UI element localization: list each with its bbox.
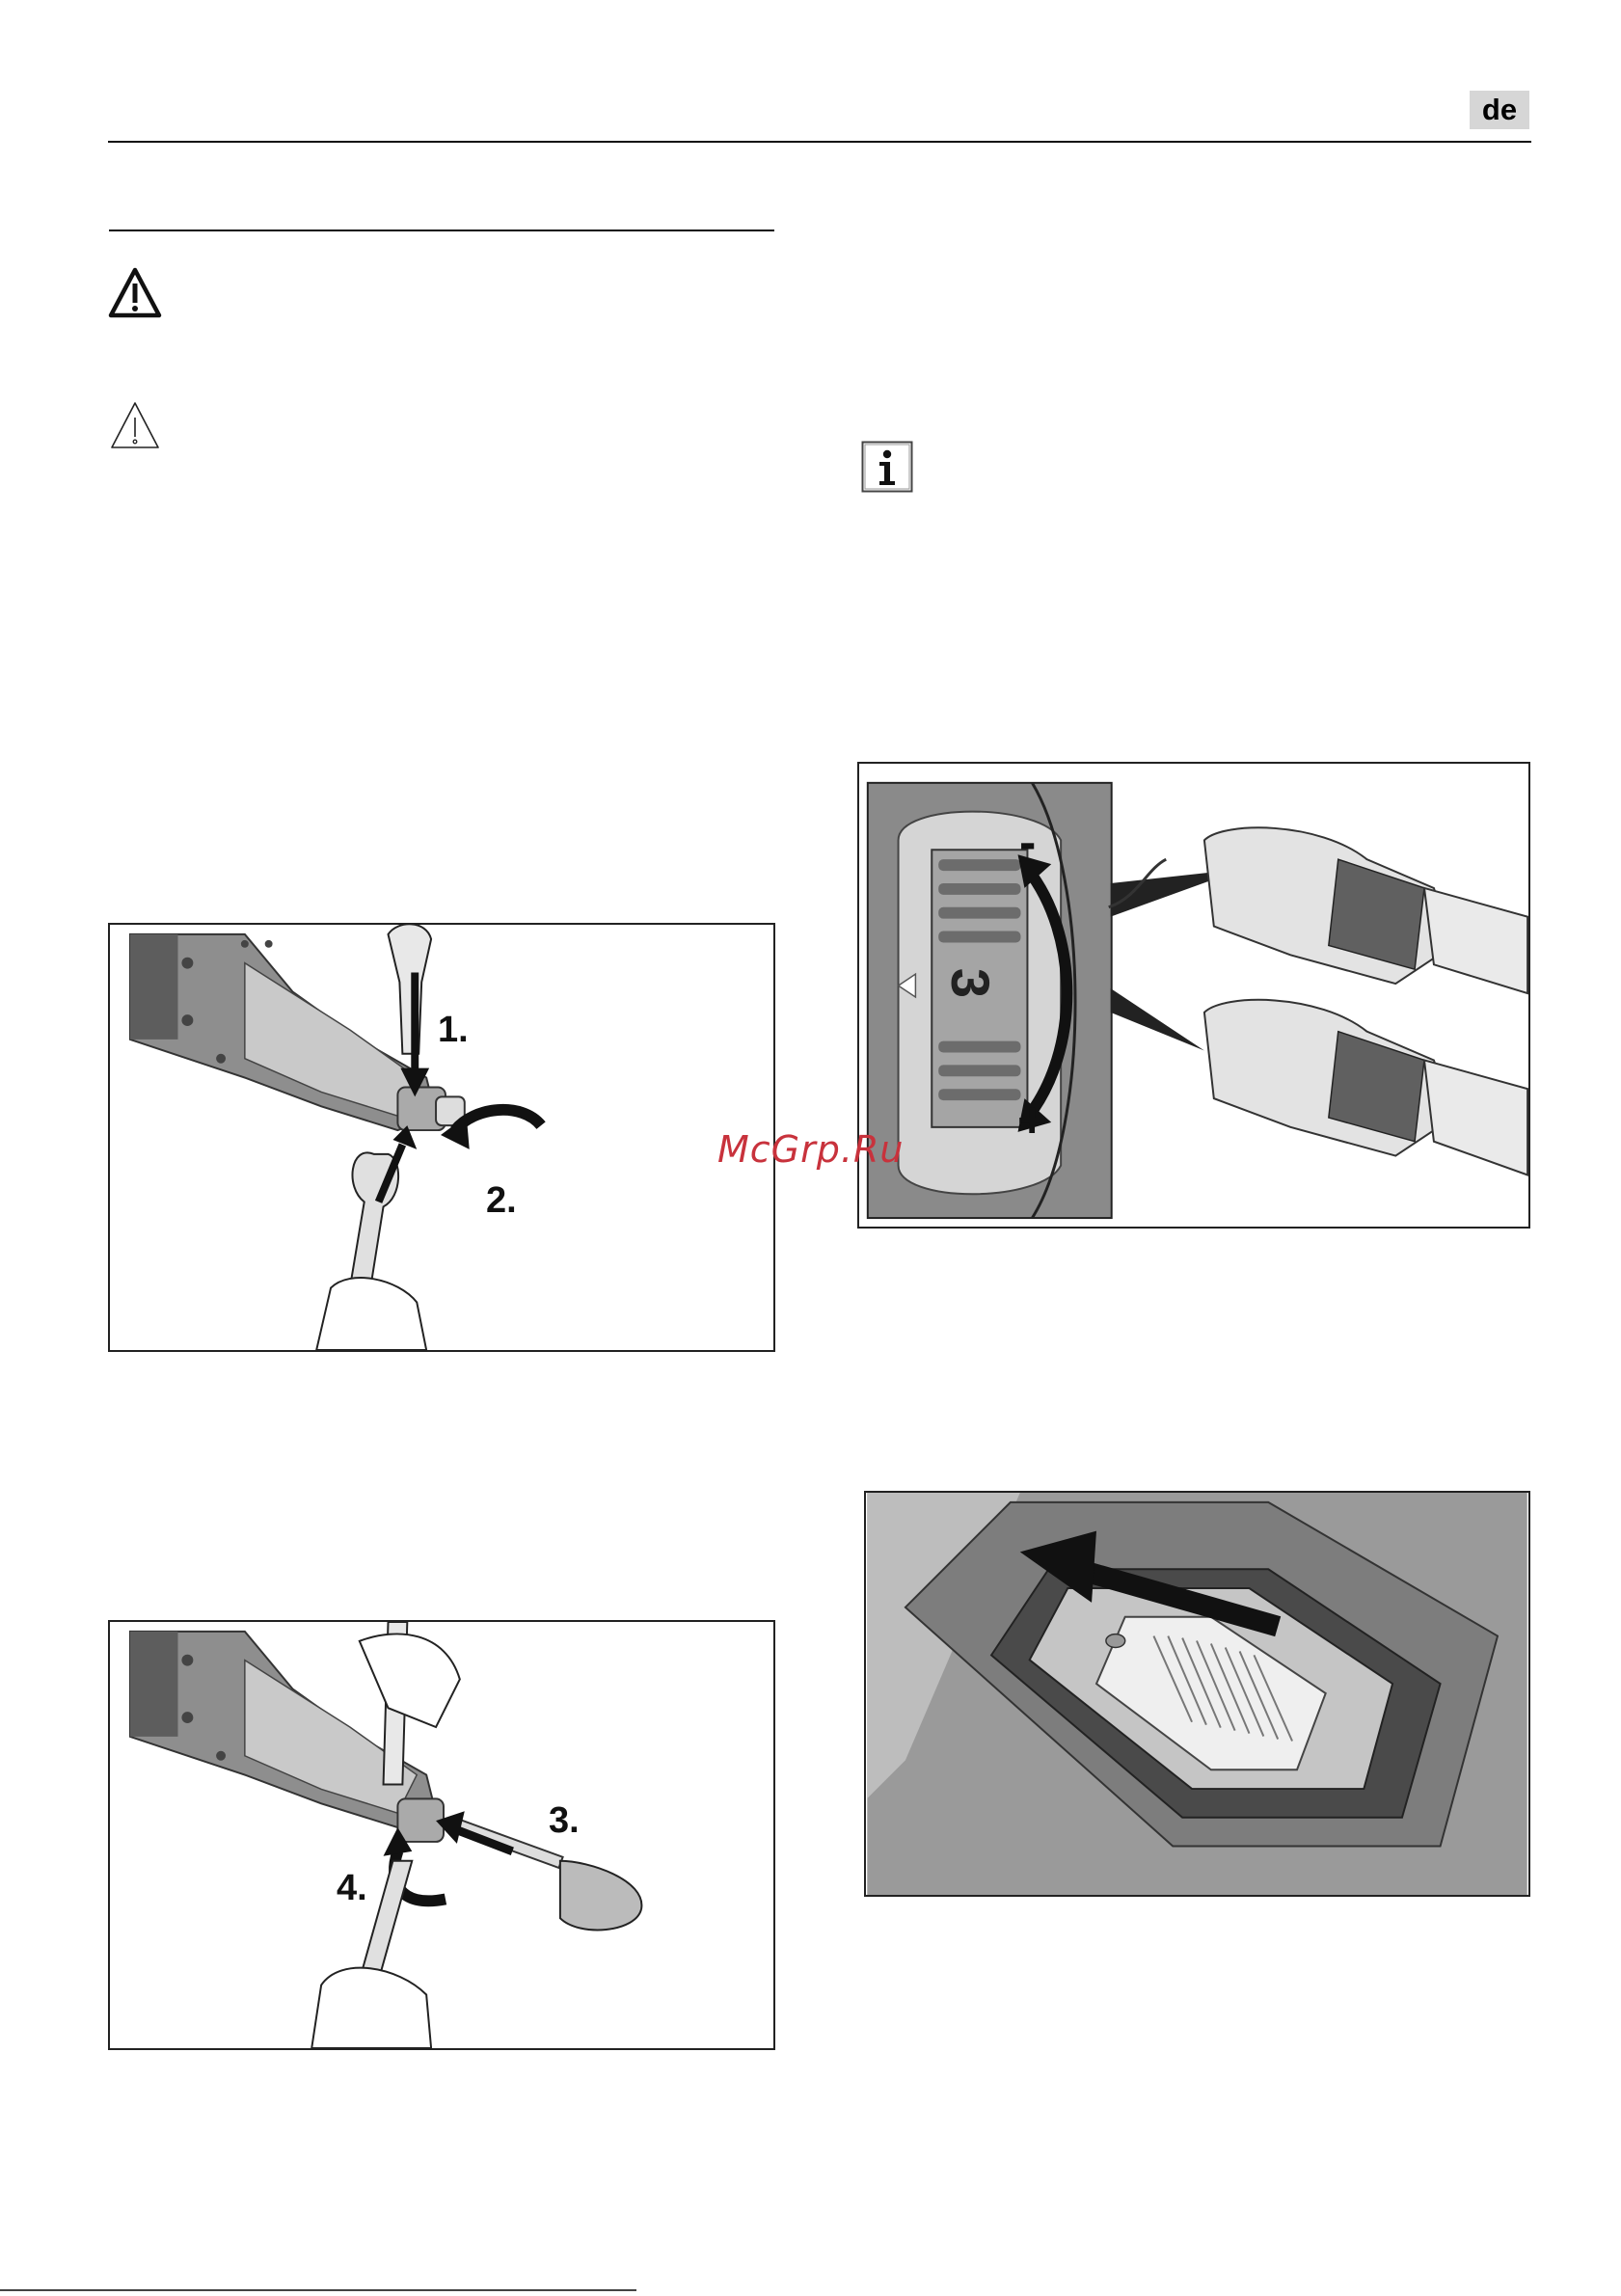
dial-plus-label: + bbox=[1017, 1093, 1047, 1148]
step-2-label: 2. bbox=[486, 1180, 517, 1221]
figure-loosen-collet bbox=[108, 923, 775, 1352]
warning-triangle-icon bbox=[108, 266, 162, 320]
dial-value-label: 3 bbox=[940, 967, 1002, 999]
dial-minus-label: - bbox=[1019, 815, 1037, 871]
caution-triangle-icon bbox=[108, 398, 162, 452]
watermark-text: McGrp.Ru bbox=[717, 1128, 905, 1171]
step-4-label: 4. bbox=[337, 1868, 367, 1908]
info-icon bbox=[861, 441, 913, 493]
footer-rule bbox=[0, 2289, 636, 2291]
language-badge: de bbox=[1470, 91, 1529, 129]
step-1-label: 1. bbox=[438, 1010, 469, 1050]
step-3-label: 3. bbox=[549, 1800, 580, 1841]
header-rule bbox=[108, 141, 1531, 143]
figure-on-off-switch bbox=[864, 1491, 1530, 1897]
figure-insert-bit bbox=[108, 1620, 775, 2050]
section-rule bbox=[109, 230, 774, 231]
figure-speed-dial bbox=[857, 762, 1530, 1229]
